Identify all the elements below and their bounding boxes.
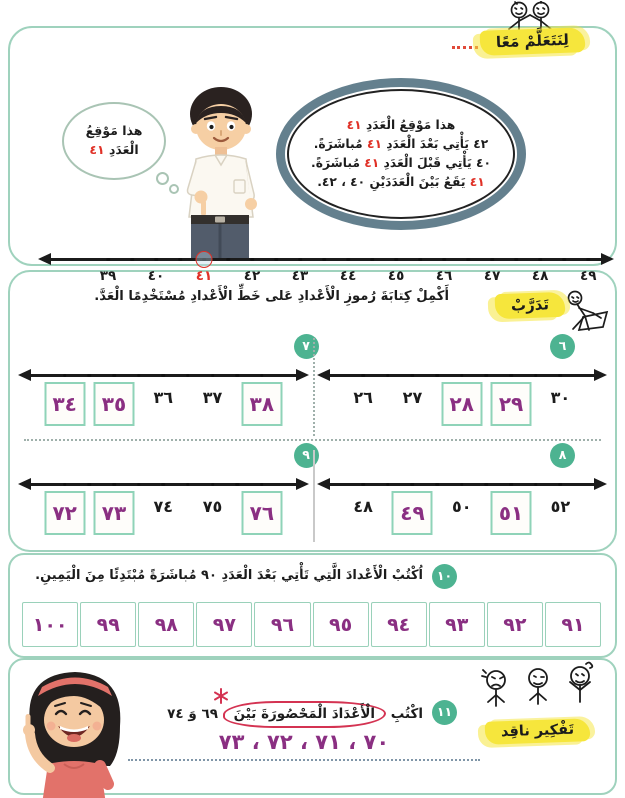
answer-box[interactable]: ٧٢ xyxy=(44,491,85,535)
exercise-number-badge: ٩ xyxy=(294,443,319,468)
number-line-track xyxy=(99,244,597,288)
tick-dot xyxy=(211,374,215,378)
learn-together-section xyxy=(8,26,617,284)
tick-dot xyxy=(534,483,538,487)
answer-cell[interactable]: ٩٧ xyxy=(196,602,252,647)
answer-cell[interactable]: ٩٨ xyxy=(138,602,194,647)
exercise-number-badge: ٧ xyxy=(294,334,319,359)
number-line xyxy=(329,475,596,541)
number-label: ٣٦ xyxy=(153,388,174,407)
learn-together-label: لِنَتَعَلَّمْ مَعًا xyxy=(480,27,586,56)
column-divider xyxy=(313,338,315,436)
number-line-track xyxy=(353,366,571,432)
number-label: ٤٨ xyxy=(353,497,373,516)
number-line-track xyxy=(52,475,275,541)
answer-cells-row xyxy=(22,602,601,647)
tick-dot xyxy=(235,483,239,487)
answer-box[interactable]: ٥١ xyxy=(491,491,532,535)
answer-box[interactable]: ٧٦ xyxy=(241,491,282,535)
tick-dot xyxy=(130,258,134,262)
tick-dot xyxy=(514,258,518,262)
tick-dot xyxy=(435,483,439,487)
tick-dot xyxy=(274,258,278,262)
thought-bubble xyxy=(62,102,166,180)
tick-dot xyxy=(226,258,230,262)
exercise-9 xyxy=(14,437,313,546)
number-label: ٢٧ xyxy=(402,388,423,407)
practice-section xyxy=(8,270,617,552)
exercise-8 xyxy=(313,437,612,546)
tick-dot xyxy=(460,483,464,487)
speech-line: ٤١ يَقَعُ بَيْنَ الْعَدَدَيْنِ ٤٠ ، ٤٢. xyxy=(317,175,485,190)
answer-cell[interactable]: ٩٢ xyxy=(487,602,543,647)
tick-dot xyxy=(361,374,365,378)
number-line xyxy=(30,366,297,432)
number-line xyxy=(329,366,596,432)
highlighted-number: ٤١ xyxy=(89,142,105,157)
practice-label: تَدَرَّبْ xyxy=(495,291,566,318)
tick-dot xyxy=(112,374,116,378)
highlight-ring xyxy=(196,251,213,268)
exercise-7 xyxy=(14,328,313,437)
answer-box[interactable]: ٣٨ xyxy=(241,382,282,426)
decorative-red-dots xyxy=(452,46,478,49)
tick-dot xyxy=(260,483,264,487)
handwritten-answer[interactable]: ٧٠ ، ٧١ ، ٧٢ ، ٧٣ xyxy=(128,730,480,761)
row-divider xyxy=(24,439,601,441)
exercise-number-badge: ٨ xyxy=(550,443,575,468)
number-label: ٤٧ xyxy=(483,268,501,284)
number-line xyxy=(30,475,297,541)
speech-line: هذا مَوْقِعُ الْعَدَدِ ٤١ xyxy=(346,117,456,132)
answer-cell[interactable]: ٩٤ xyxy=(371,602,427,647)
thought-line2: الْعَدَدِ ٤١ xyxy=(89,142,139,157)
answer-box[interactable]: ٧٣ xyxy=(93,491,134,535)
speech-bubble-outer-ring xyxy=(276,78,526,230)
number-line-track xyxy=(52,366,275,432)
number-label: ٤١ xyxy=(195,268,213,284)
tick-dot xyxy=(466,258,470,262)
number-label: ٧٤ xyxy=(153,497,174,516)
tick-dot xyxy=(186,374,190,378)
tick-dot xyxy=(442,258,446,262)
tick-dot xyxy=(161,483,165,487)
tick-dot xyxy=(178,258,182,262)
answer-cell[interactable]: ٩٦ xyxy=(254,602,310,647)
tick-dot xyxy=(211,483,215,487)
answer-box[interactable]: ٣٤ xyxy=(44,382,85,426)
critical-thinking-block xyxy=(465,660,611,743)
red-star-icon xyxy=(213,688,229,704)
tick-dot xyxy=(250,258,254,262)
column-divider xyxy=(313,450,315,542)
number-label: ٥٠ xyxy=(451,497,472,516)
tick-dot xyxy=(361,483,365,487)
red-circled-text: الْأَعْدَادَ الْمَحْصُورَةَ بَيْنَ xyxy=(223,701,386,728)
tick-dot xyxy=(411,483,415,487)
tick-dot xyxy=(106,258,110,262)
tick-dot xyxy=(137,483,141,487)
tick-dot xyxy=(559,374,563,378)
tick-dot xyxy=(112,483,116,487)
number-label: ٥٢ xyxy=(550,497,571,516)
answer-cell[interactable]: ٩٣ xyxy=(429,602,485,647)
answer-box[interactable]: ٢٩ xyxy=(491,382,532,426)
tick-dot xyxy=(386,483,390,487)
number-label: ٣٠ xyxy=(550,388,571,407)
number-label: ٣٩ xyxy=(99,268,117,284)
number-label: ٣٧ xyxy=(202,388,223,407)
tick-dot xyxy=(386,374,390,378)
number-label: ٤٢ xyxy=(243,268,261,284)
number-label: ٢٦ xyxy=(353,388,373,407)
tick-dot xyxy=(63,374,67,378)
number-label: ٤٩ xyxy=(579,268,597,284)
exercise-number-badge: ٦ xyxy=(550,334,575,359)
thought-line1: هذا مَوْقِعُ xyxy=(85,123,143,139)
tick-dot xyxy=(394,258,398,262)
exercise-6 xyxy=(313,328,612,437)
speech-line: ٤٠ يَأْتِي قَبْلَ الْعَدَدِ ٤١ مُباشَرَةً. xyxy=(311,156,491,170)
tick-dot xyxy=(485,374,489,378)
tick-dot xyxy=(235,374,239,378)
tick-dot xyxy=(435,374,439,378)
answer-cell[interactable]: ٩١ xyxy=(545,602,601,647)
exercise-11-instruction: اكْتُبِ الْأَعْدَادَ الْمَحْصُورَةَ بَيْنَ ٦٩ وَ ٧٤ xyxy=(167,701,423,728)
tick-dot xyxy=(186,483,190,487)
writing-figure-icon xyxy=(561,289,609,333)
tick-dot xyxy=(298,258,302,262)
tick-dot xyxy=(509,374,513,378)
emotion-figures-icon xyxy=(474,660,602,716)
number-label: ٤٠ xyxy=(147,268,165,284)
tick-dot xyxy=(534,374,538,378)
tick-dot xyxy=(161,374,165,378)
exercise-number-badge: ١٠ xyxy=(432,564,457,589)
tick-dot xyxy=(460,374,464,378)
tick-dot xyxy=(346,258,350,262)
answer-cell[interactable]: ٩٩ xyxy=(80,602,136,647)
number-label: ٤٥ xyxy=(387,268,405,284)
practice-instruction: أَكْمِلْ كِتابَةَ رُموزِ الْأَعْدادِ عَلى خَطِّ الْأَعْدادِ مُسْتَخْدِمًا الْعَدَّ. xyxy=(94,289,449,304)
tick-dot xyxy=(562,258,566,262)
tick-dot xyxy=(411,374,415,378)
girl-cartoon xyxy=(8,662,142,798)
tick-dot xyxy=(63,483,67,487)
tick-dot xyxy=(154,258,158,262)
tick-dot xyxy=(538,258,542,262)
number-line-track xyxy=(353,475,571,541)
answer-cell[interactable]: ٩٥ xyxy=(313,602,369,647)
answer-cell[interactable]: ١٠٠ xyxy=(22,602,78,647)
tick-dot xyxy=(485,483,489,487)
tick-dot xyxy=(370,258,374,262)
speech-line: ٤٢ يَأْتِي بَعْدَ الْعَدَدِ ٤١ مُباشَرَةً. xyxy=(313,136,489,151)
tick-dot xyxy=(87,374,91,378)
answer-box[interactable]: ٤٩ xyxy=(392,491,433,535)
tick-dot xyxy=(87,483,91,487)
number-label: ٧٥ xyxy=(202,497,223,516)
tick-dot xyxy=(260,374,264,378)
exercise-10-section xyxy=(8,553,617,658)
main-number-line xyxy=(50,244,602,288)
tick-dot xyxy=(559,483,563,487)
speech-bubble xyxy=(276,78,526,230)
answer-box[interactable]: ٣٥ xyxy=(93,382,134,426)
critical-thinking-label: تَفْكِير ناقِد xyxy=(485,718,591,745)
number-label: ٤٤ xyxy=(339,268,357,284)
speech-bubble-lines xyxy=(287,89,515,219)
number-label: ٤٦ xyxy=(435,268,453,284)
tick-dot xyxy=(586,258,590,262)
number-label: ٤٣ xyxy=(291,268,309,284)
tick-dot xyxy=(322,258,326,262)
teacher-cartoon xyxy=(155,84,287,260)
tick-dot xyxy=(418,258,422,262)
exercise-11-section xyxy=(8,658,617,795)
tick-dot xyxy=(509,483,513,487)
number-label: ٤٨ xyxy=(531,268,549,284)
tick-dot xyxy=(490,258,494,262)
answer-box[interactable]: ٢٨ xyxy=(441,382,482,426)
exercise-number-badge: ١١ xyxy=(432,700,457,725)
tick-dot xyxy=(137,374,141,378)
exercise-10-instruction: اُكْتُبْ الْأَعْدادَ الَّتِي تَأْتِي بَعْدَ الْعَدَدِ ٩٠ مُباشَرَةً مُبْتَدِئًا مِنَ الْيَمِينِ. xyxy=(35,568,423,583)
